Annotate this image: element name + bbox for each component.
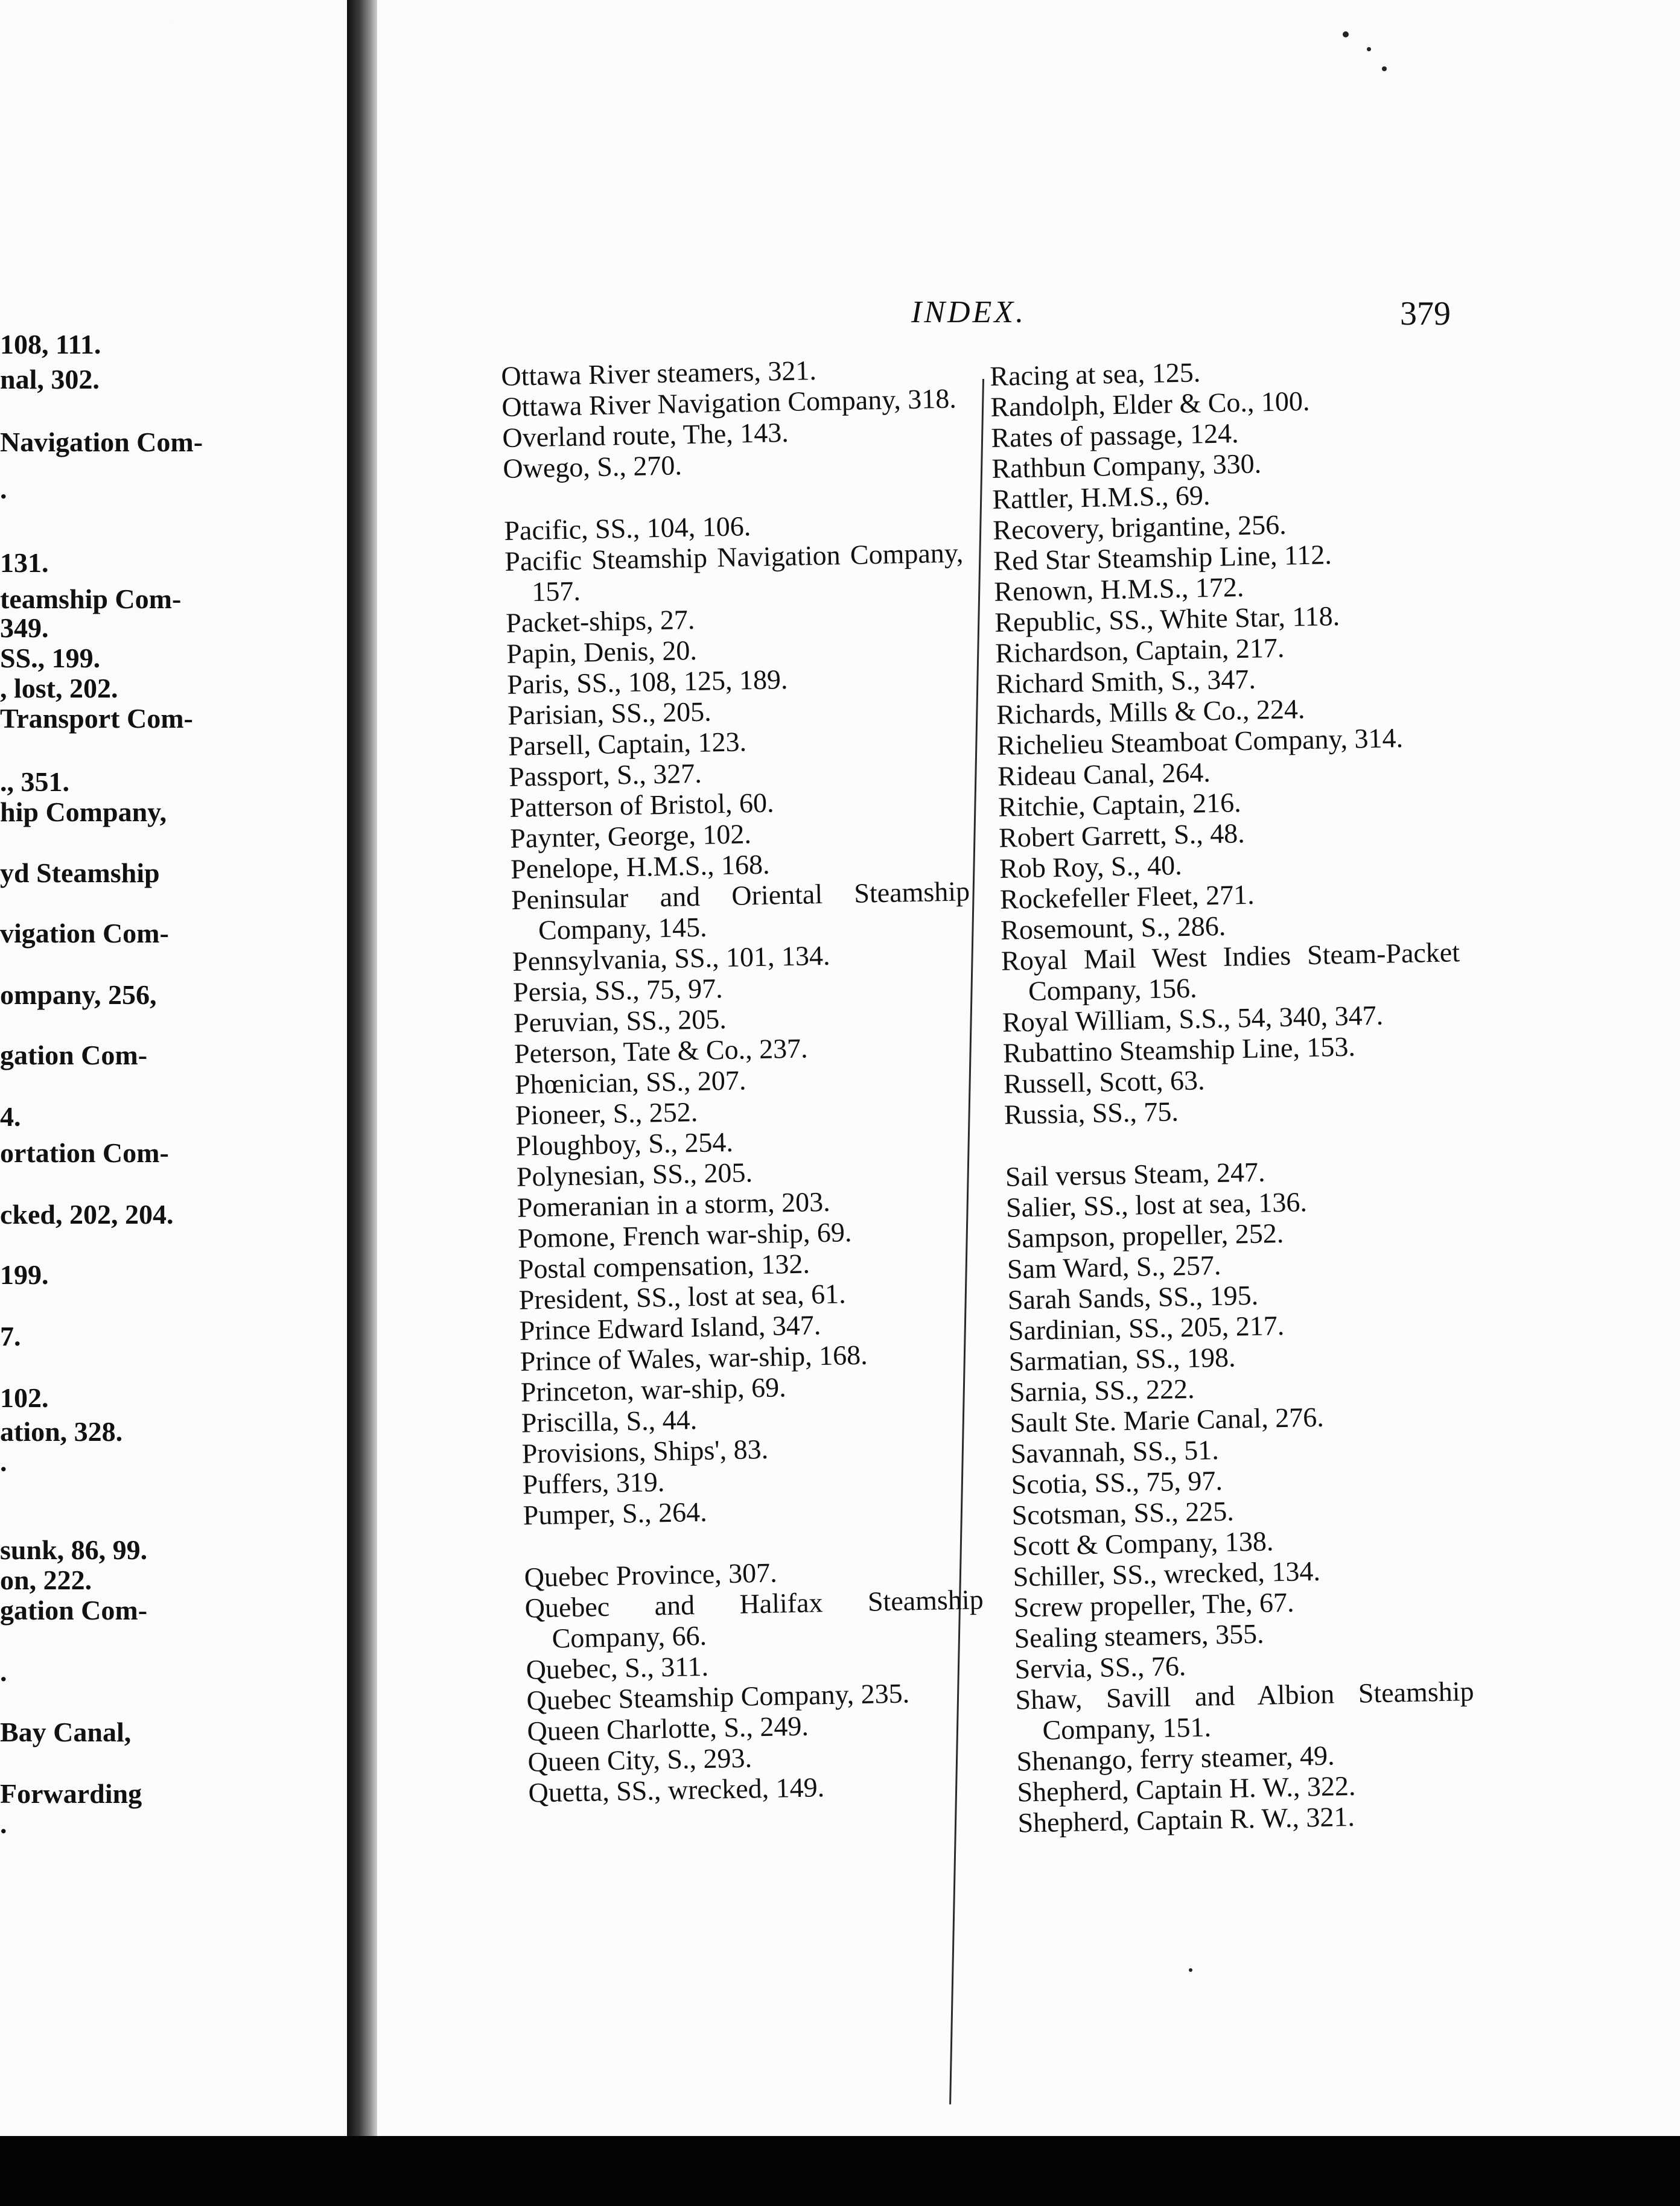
index-entry: Richards, Mills & Co., 224. <box>996 693 1305 730</box>
index-entry: President, SS., lost at sea, 61. <box>518 1278 847 1315</box>
index-entry: Quebec Steamship Company, 235. <box>526 1677 910 1716</box>
left-line: ., 351. <box>0 766 69 797</box>
index-entry: Rattler, H.M.S., 69. <box>991 480 1211 515</box>
index-entry: Republic, SS., White Star, 118. <box>994 600 1340 638</box>
left-line: vigation Com- <box>0 918 169 949</box>
index-entry: Provisions, Ships', 83. <box>521 1433 769 1469</box>
index-entry: Prince of Wales, war-ship, 168. <box>520 1339 868 1377</box>
index-entry: Sardinian, SS., 205, 217. <box>1008 1309 1285 1346</box>
index-entry: Sampson, propeller, 252. <box>1006 1217 1284 1254</box>
index-entry: Prince Edward Island, 347. <box>519 1309 821 1346</box>
index-entry: Ottawa River steamers, 321. <box>501 354 817 392</box>
index-entry: Renown, H.M.S., 172. <box>993 571 1244 607</box>
index-entry: Patterson of Bristol, 60. <box>509 787 774 823</box>
left-line: SS., 199. <box>0 643 101 673</box>
index-entry: Pioneer, S., 252. <box>515 1096 698 1131</box>
index-entry: Rates of passage, 124. <box>990 418 1239 453</box>
index-entry: Parsell, Captain, 123. <box>508 726 747 761</box>
running-head: INDEX. <box>911 295 1026 329</box>
left-line: gation Com- <box>0 1595 148 1626</box>
index-entry: Red Star Steamship Line, 112. <box>993 539 1332 576</box>
index-entry: Servia, SS., 76. <box>1014 1650 1186 1685</box>
index-entry: Princeton, war-ship, 69. <box>520 1372 787 1408</box>
page-number: 379 <box>1400 295 1451 332</box>
index-entry: Rosemount, S., 286. <box>1000 910 1226 946</box>
index-entry: Pumper, S., 264. <box>523 1496 708 1531</box>
left-line: Bay Canal, <box>0 1717 132 1747</box>
index-entry: Schiller, SS., wrecked, 134. <box>1013 1555 1321 1592</box>
index-entry: Queen City, S., 293. <box>527 1742 752 1778</box>
dust-speck <box>1382 66 1387 71</box>
left-line: . <box>0 1656 7 1687</box>
index-column-right <box>990 352 1477 1838</box>
index-entry: Racing at sea, 125. <box>990 357 1201 392</box>
left-page-fragment <box>0 0 347 2206</box>
left-line: , lost, 202. <box>0 673 118 704</box>
index-entry: Sarah Sands, SS., 195. <box>1007 1279 1259 1315</box>
left-line: Forwarding <box>0 1778 142 1809</box>
index-entry: Richard Smith, S., 347. <box>995 663 1256 699</box>
index-entry: Salier, SS., lost at sea, 136. <box>1005 1186 1308 1223</box>
index-entry: Royal Mail West Indies Steam-Packet Company, 156. <box>1001 936 1460 1006</box>
left-line: cked, 202, 204. <box>0 1199 174 1230</box>
index-entry: Paris, SS., 108, 125, 189. <box>506 663 788 700</box>
index-entry: Peruvian, SS., 205. <box>513 1003 727 1038</box>
index-entry: Ottawa River Navigation Company, 318. <box>501 383 957 422</box>
index-entry: Ritchie, Captain, 216. <box>998 787 1242 822</box>
index-column-left <box>501 352 987 1808</box>
index-entry: Shepherd, Captain H. W., 322. <box>1017 1770 1356 1808</box>
index-entry: Packet-ships, 27. <box>505 603 695 638</box>
index-entry: Persia, SS., 75, 97. <box>512 973 724 1008</box>
index-entry: Russell, Scott, 63. <box>1003 1064 1205 1099</box>
left-line: 7. <box>0 1321 21 1352</box>
left-line: hip Company, <box>0 796 167 827</box>
index-entry: Randolph, Elder & Co., 100. <box>990 385 1310 422</box>
left-line: sunk, 86, 99. <box>0 1534 148 1565</box>
index-entry: Rathbun Company, 330. <box>991 448 1262 484</box>
dust-speck <box>1343 31 1349 37</box>
ornament <box>97 0 181 24</box>
index-entry: Rideau Canal, 264. <box>997 757 1211 792</box>
index-entry: Phœnician, SS., 207. <box>514 1064 746 1100</box>
index-entry: Paynter, George, 102. <box>509 818 752 854</box>
left-line: 131. <box>0 547 49 578</box>
left-line: teamship Com- <box>0 583 182 614</box>
index-entry: Scott & Company, 138. <box>1012 1525 1274 1562</box>
index-entry: Russia, SS., 75. <box>1004 1096 1179 1130</box>
index-entry: Shepherd, Captain R. W., 321. <box>1017 1801 1355 1839</box>
index-entry: Sault Ste. Marie Canal, 276. <box>1010 1401 1325 1438</box>
left-line: 102. <box>0 1382 49 1413</box>
left-line: . <box>0 1446 7 1477</box>
left-line: yd Steamship <box>0 857 160 888</box>
index-entry: Pacific, SS., 104, 106. <box>503 510 751 546</box>
left-line: 199. <box>0 1259 49 1290</box>
index-entry: Quebec Province, 307. <box>524 1557 778 1593</box>
left-line: Navigation Com- <box>0 427 203 457</box>
scan-bottom-border <box>0 2136 1680 2206</box>
index-entry: Sealing steamers, 355. <box>1014 1618 1264 1654</box>
left-line: ortation Com- <box>0 1137 169 1168</box>
index-entry: Sam Ward, S., 257. <box>1007 1249 1221 1285</box>
index-entry: Richardson, Captain, 217. <box>994 632 1285 669</box>
index-entry: Postal compensation, 132. <box>518 1248 810 1285</box>
index-entry: Rob Roy, S., 40. <box>999 850 1183 884</box>
index-entry: Quebec and Halifax Steamship Company, 66. <box>524 1584 984 1654</box>
index-entry: Puffers, 319. <box>522 1466 665 1500</box>
left-line: ompany, 256, <box>0 979 157 1010</box>
index-entry: Penelope, H.M.S., 168. <box>510 848 770 885</box>
left-line: ation, 328. <box>0 1416 123 1447</box>
index-entry: Quetta, SS., wrecked, 149. <box>528 1772 825 1808</box>
left-line: Transport Com- <box>0 703 193 734</box>
left-line: . <box>0 1808 7 1839</box>
book-gutter <box>347 0 377 2206</box>
index-entry: Royal William, S.S., 54, 340, 347. <box>1002 999 1384 1038</box>
index-entry: Scotsman, SS., 225. <box>1011 1495 1235 1531</box>
index-entry: Pennsylvania, SS., 101, 134. <box>512 939 830 977</box>
index-entry: Shenango, ferry steamer, 49. <box>1016 1740 1335 1777</box>
index-entry: Sail versus Steam, 247. <box>1005 1156 1265 1192</box>
index-entry: Priscilla, S., 44. <box>521 1404 698 1438</box>
index-entry: Passport, S., 327. <box>508 757 702 792</box>
index-entry: Pomeranian in a storm, 203. <box>517 1186 831 1223</box>
index-entry: Pacific Steamship Navigation Company, 157. <box>504 537 964 608</box>
index-entry: Robert Garrett, S., 48. <box>998 818 1246 853</box>
index-entry: Owego, S., 270. <box>502 450 682 484</box>
index-entry: Rockefeller Fleet, 271. <box>999 879 1255 915</box>
index-entry: Scotia, SS., 75, 97. <box>1011 1464 1223 1500</box>
left-line: nal, 302. <box>0 364 100 395</box>
left-line: gation Com- <box>0 1040 148 1070</box>
index-entry: Peterson, Tate & Co., 237. <box>514 1032 809 1069</box>
left-line: on, 222. <box>0 1565 92 1595</box>
dust-speck <box>1189 1968 1192 1972</box>
index-entry: Quebec, S., 311. <box>526 1650 709 1685</box>
index-entry: Richelieu Steamboat Company, 314. <box>996 722 1404 761</box>
index-entry: Ploughboy, S., 254. <box>515 1126 734 1162</box>
index-entry: Recovery, brigantine, 256. <box>992 509 1287 545</box>
left-line: 108, 111. <box>0 329 101 360</box>
left-line: 349. <box>0 612 49 643</box>
index-entry: Parisian, SS., 205. <box>507 696 712 731</box>
index-entry: Polynesian, SS., 205. <box>516 1157 753 1192</box>
index-entry: Peninsular and Oriental Steamship Company, 145. <box>511 876 970 946</box>
left-line: . <box>0 474 7 504</box>
index-entry: Savannah, SS., 51. <box>1010 1434 1220 1469</box>
index-entry: Papin, Denis, 20. <box>506 634 698 669</box>
index-entry: Queen Charlotte, S., 249. <box>527 1710 809 1747</box>
left-line: 4. <box>0 1101 21 1132</box>
index-entry: Rubattino Steamship Line, 153. <box>1002 1031 1356 1069</box>
index-entry: Pomone, French war-ship, 69. <box>517 1216 852 1254</box>
index-entry: Sarmatian, SS., 198. <box>1008 1341 1236 1377</box>
index-entry: Shaw, Savill and Albion Steamship Company, 151. <box>1015 1676 1474 1746</box>
dust-speck <box>1367 47 1371 51</box>
index-entry: Sarnia, SS., 222. <box>1009 1373 1195 1408</box>
index-entry: Screw propeller, The, 67. <box>1013 1586 1294 1623</box>
index-entry: Overland route, The, 143. <box>501 416 789 453</box>
